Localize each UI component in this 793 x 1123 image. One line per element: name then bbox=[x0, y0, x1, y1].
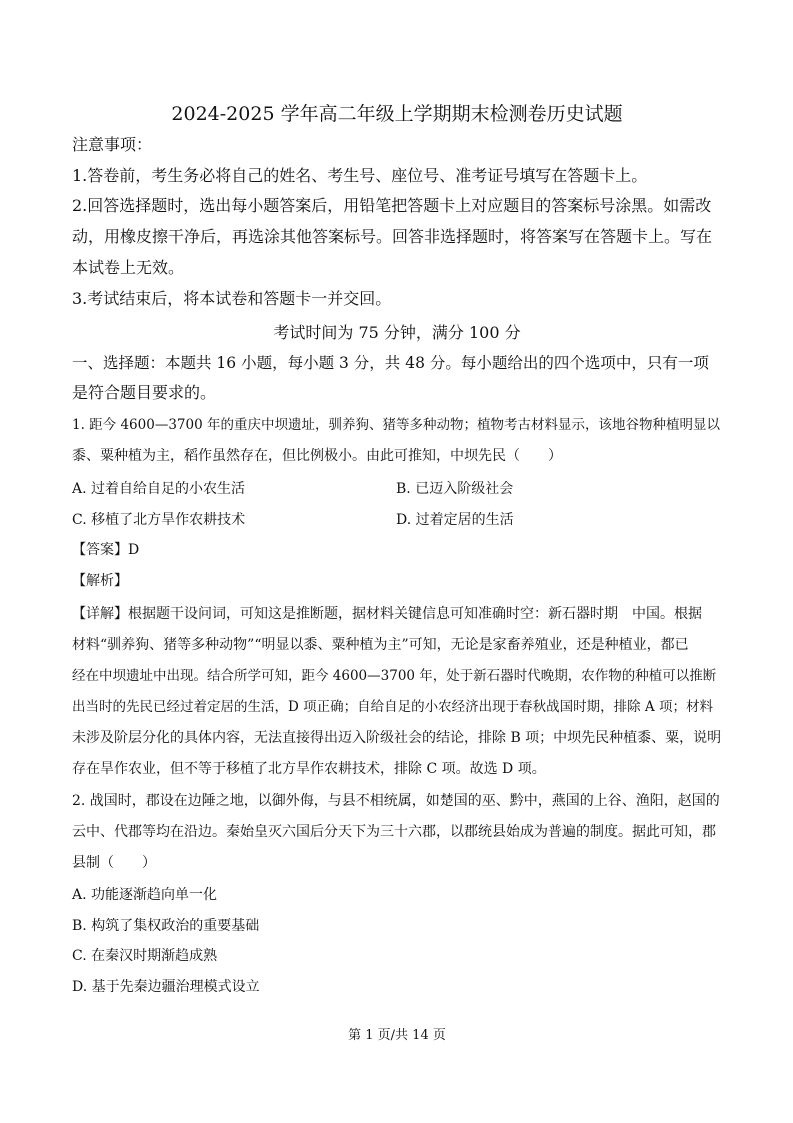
q2-option-c: C. 在秦汉时期渐趋成熟 bbox=[72, 948, 218, 964]
q2-stem-line-3: 县制（ ） bbox=[72, 855, 156, 871]
q1-detail-line-2: 材料“驯养狗、猪等多种动物”“明显以黍、粟种植为主”可知，无论是家畜养殖业，还是种植业，都已 bbox=[72, 637, 689, 653]
q1-detail-line-3: 经在中坝遗址中出现。结合所学可知，距今 4600—3700 年，处于新石器时代晚期，农作物的种植可以推断 bbox=[72, 668, 717, 684]
q1-detail-line-1: 【详解】根据题干设问词，可知这是推断题，据材料关键信息可知准确时空：新石器时期 中国。根据 bbox=[72, 606, 702, 622]
section-heading-line-1: 一、选择题：本题共 16 小题，每小题 3 分，共 48 分。每小题给出的四个选项中，只有一项 bbox=[72, 354, 709, 372]
page-title: 2024-2025 学年高二年级上学期期末检测卷历史试题 bbox=[171, 103, 623, 125]
notice-item-2-line-1: 2.回答选择题时，选出每小题答案后，用铅笔把答题卡上对应题目的答案标号涂黑。如需改 bbox=[72, 196, 712, 215]
page-footer: 第 1 页/共 14 页 bbox=[348, 1028, 446, 1043]
section-heading-line-2: 是符合题目要求的。 bbox=[72, 383, 217, 402]
exam-time: 考试时间为 75 分钟，满分 100 分 bbox=[273, 323, 521, 342]
q2-stem-line-2: 云中、代郡等均在沿边。秦始皇灭六国后分天下为三十六郡，以郡统县始成为普遍的制度。据此可知，郡 bbox=[72, 824, 716, 840]
q2-option-d: D. 基于先秦边疆治理模式设立 bbox=[72, 979, 260, 995]
q1-stem-line-1: 1. 距今 4600—3700 年的重庆中坝遗址，驯养狗、猪等多种动物；植物考古材料显示，该地谷物种植明显以 bbox=[72, 417, 720, 433]
notice-item-2-line-2: 动，用橡皮擦干净后，再选涂其他答案标号。回答非选择题时，将答案写在答题卡上。写在 bbox=[72, 227, 713, 246]
notice-item-3: 3.考试结束后，将本试卷和答题卡一并交回。 bbox=[72, 289, 392, 308]
q1-option-c: C. 移植了北方旱作农耕技术 bbox=[72, 512, 246, 528]
q1-detail-line-6: 存在旱作农业，但不等于移植了北方旱作农耕技术，排除 C 项。故选 D 项。 bbox=[72, 761, 546, 777]
q1-option-b: B. 已迈入阶级社会 bbox=[396, 481, 514, 497]
q2-stem-line-1: 2. 战国时，郡设在边陲之地，以御外侮，与县不相统属，如楚国的巫、黔中，燕国的上谷、渔阳，赵国的 bbox=[72, 793, 720, 809]
q1-option-d: D. 过着定居的生活 bbox=[396, 512, 514, 528]
q1-detail-line-5: 未涉及阶层分化的具体内容，无法直接得出迈入阶级社会的结论，排除 B 项；中坝先民种植黍、粟，说明 bbox=[72, 730, 722, 746]
q1-stem-line-2: 黍、粟种植为主，稻作虽然存在，但比例极小。由此可推知，中坝先民（ ） bbox=[72, 448, 562, 464]
notice-item-2-line-3: 本试卷上无效。 bbox=[72, 258, 185, 277]
q1-analysis-heading: 【解析】 bbox=[72, 573, 128, 589]
notice-item-1: 1.答卷前，考生务必将自己的姓名、考生号、座位号、准考证号填写在答题卡上。 bbox=[72, 166, 648, 185]
q2-option-a: A. 功能逐渐趋向单一化 bbox=[72, 887, 218, 903]
notice-heading: 注意事项： bbox=[72, 135, 153, 154]
q1-option-a: A. 过着自给自足的小农生活 bbox=[72, 481, 246, 497]
q1-detail-line-4: 出当时的先民已经过着定居的生活，D 项正确；自给自足的小农经济出现于春秋战国时期，排除 A 项；材料 bbox=[72, 699, 713, 715]
q2-option-b: B. 构筑了集权政治的重要基础 bbox=[72, 918, 260, 934]
q1-answer: 【答案】D bbox=[72, 542, 140, 558]
